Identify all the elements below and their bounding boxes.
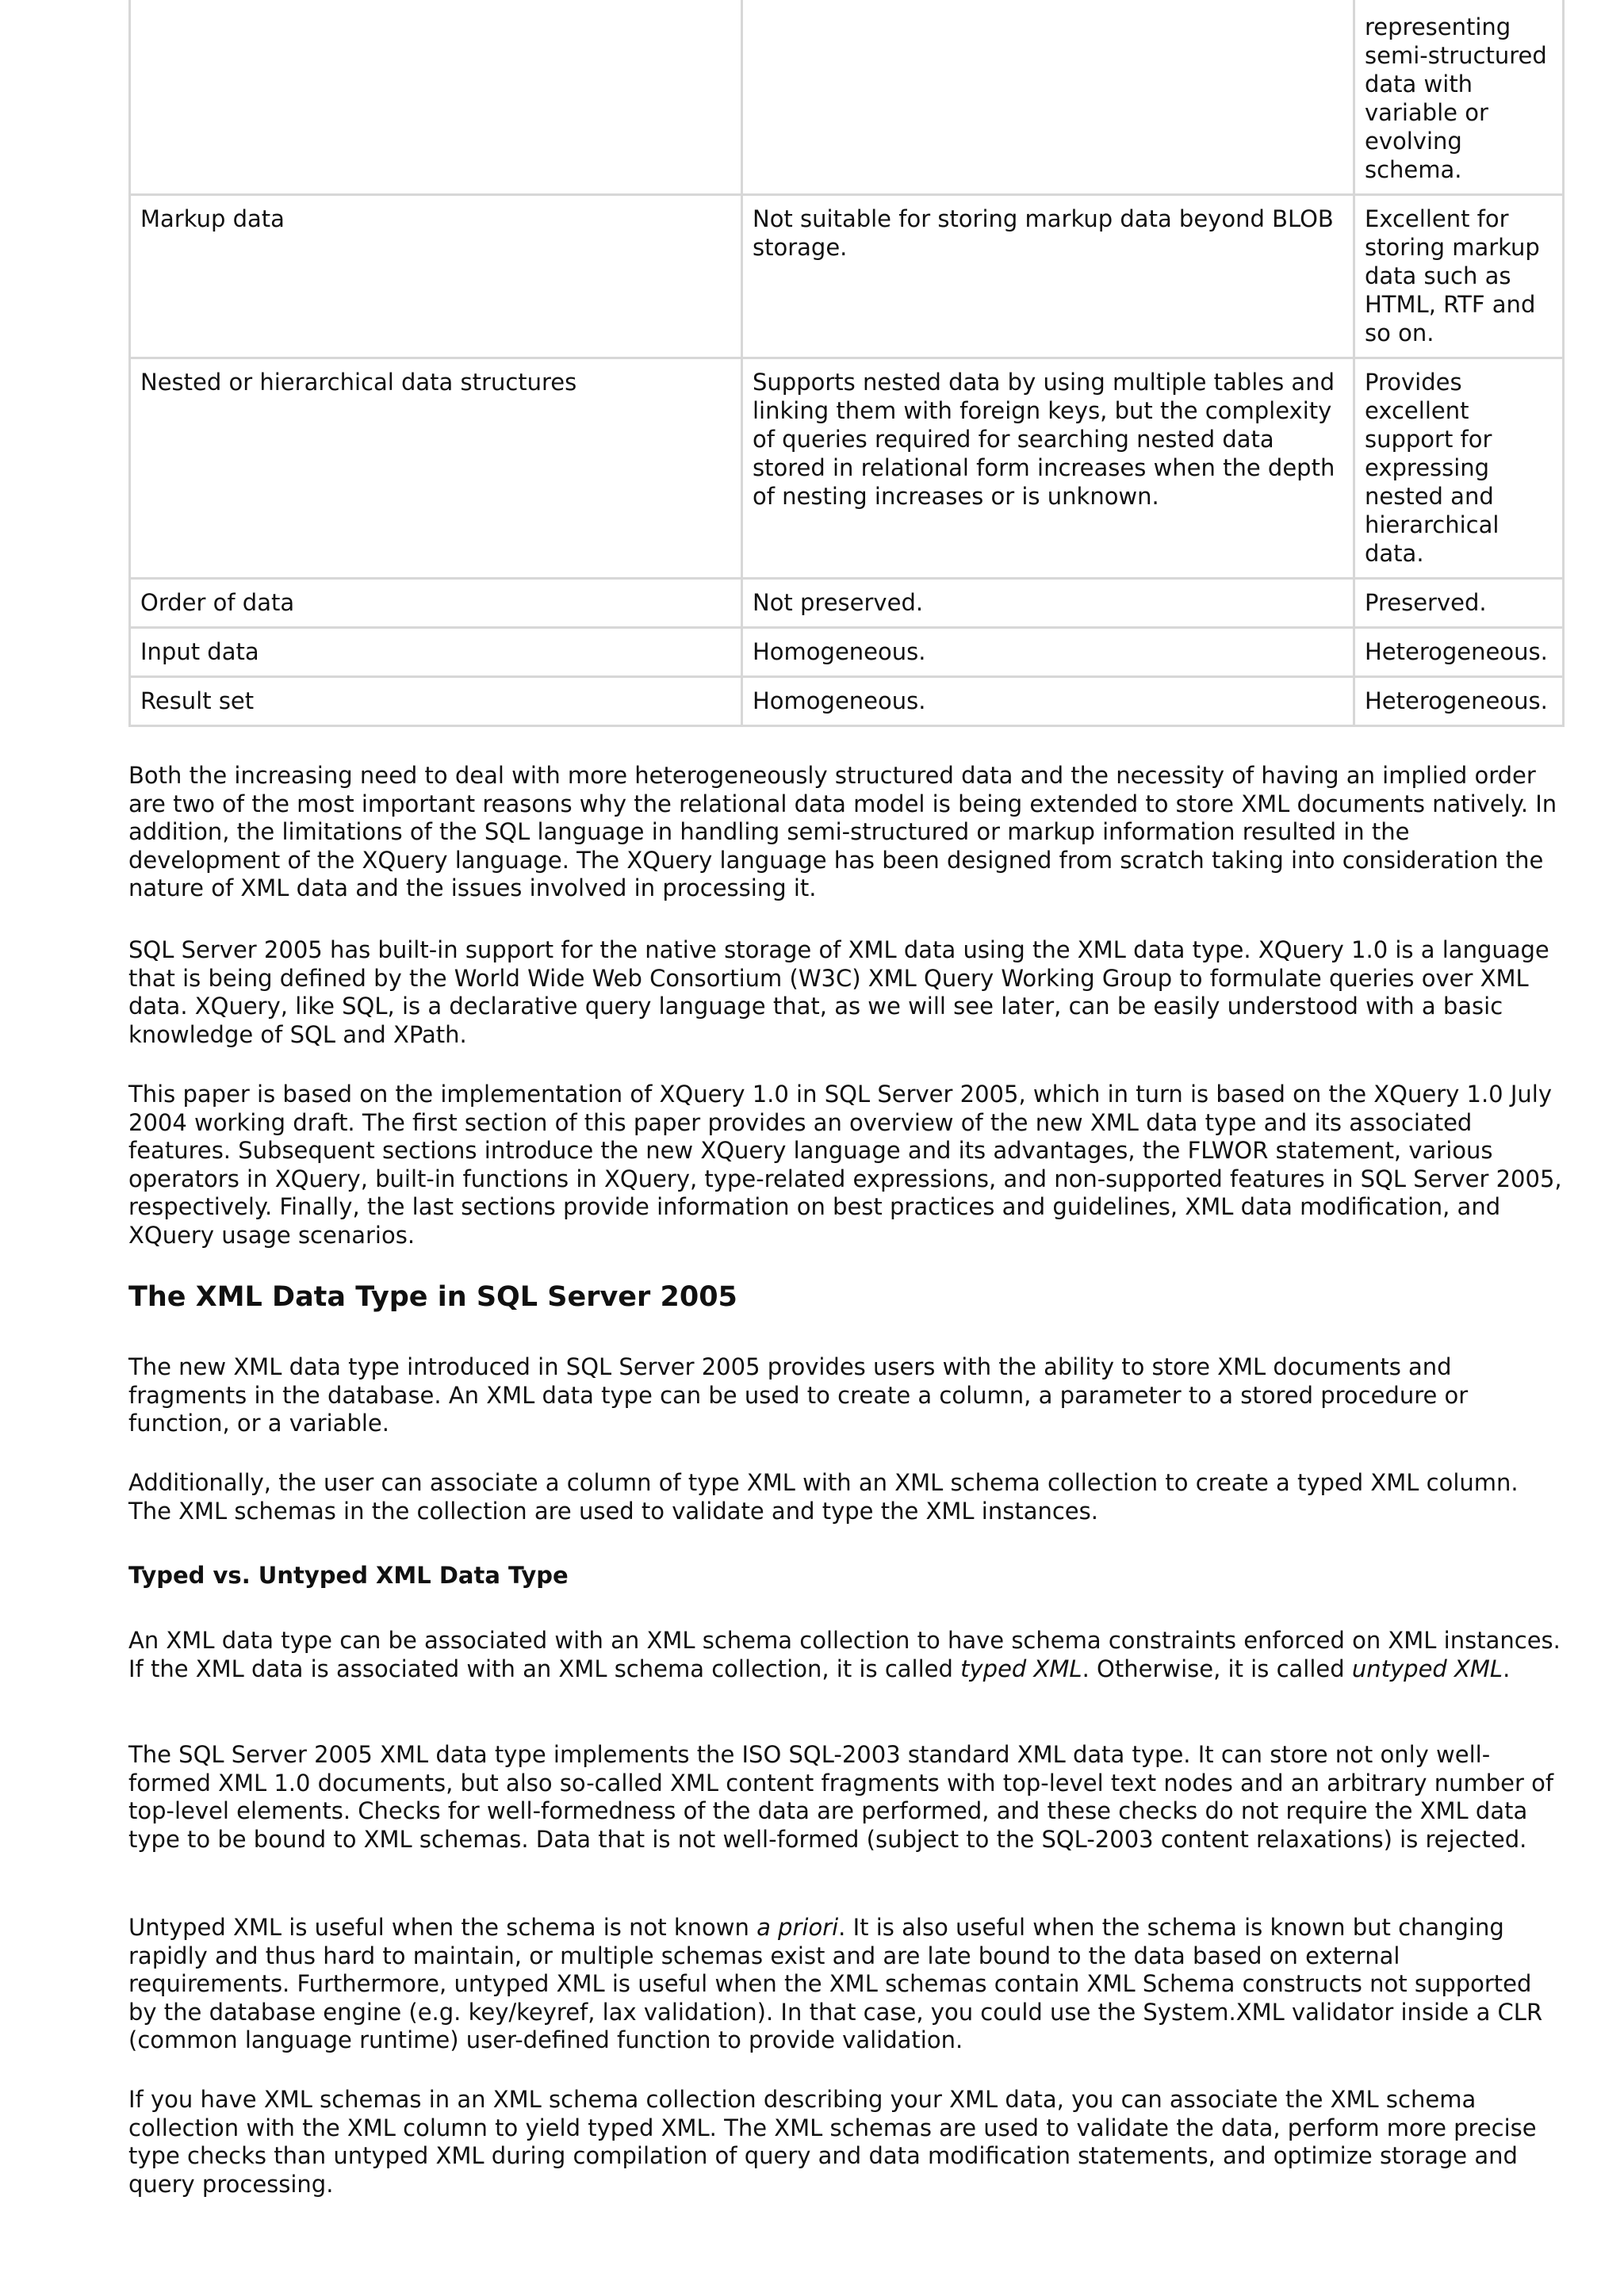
table-row	[130, 0, 1564, 195]
text-run: . Otherwise, it is called	[1082, 1655, 1352, 1682]
table-cell-relational	[742, 0, 1354, 195]
paragraph-paper-overview: This paper is based on the implementation of XQuery 1.0 in SQL Server 2005, which in turn is based on the XQuery 1.0 July 2004 working draft. The first section of this paper provides an overview of the new XML data type and its associated features. Subsequent sections introduce the new XQuery language and its advantages, the FLWOR statement, various operators in XQuery, built-in functions in XQuery, type-related expressions, and non-supported features in SQL Server 2005, respectively. Finally, the last sections provide information on best practices and guidelines, XML data modification, and XQuery usage scenarios.	[128, 1081, 1562, 1249]
paragraph-xml-data-type: The new XML data type introduced in SQL Server 2005 provides users with the ability to store XML documents and fragments in the database. An XML data type can be used to create a column, a parameter to a stored procedure or function, or a variable.	[128, 1353, 1469, 1437]
comparison-table	[128, 0, 1565, 727]
section-heading: The XML Data Type in SQL Server 2005	[128, 1281, 737, 1313]
emphasis-a-priori: a priori	[756, 1914, 839, 1941]
table-row	[130, 195, 1564, 358]
table-row	[130, 358, 1564, 579]
table-row	[130, 628, 1564, 677]
paragraph-typed-xml-schemas: If you have XML schemas in an XML schema collection describing your XML data, you can associate the XML schema collection with the XML column to yield typed XML. The XML schemas are used to validate the data, perform more precise type checks than untyped XML during compilation of query and data modification statements, and optimize storage and query processing.	[128, 2086, 1537, 2198]
table-cell-xml: representing semi-structured data with variable or evolving schema.	[1354, 0, 1564, 195]
emphasis-untyped-xml: untyped XML	[1351, 1655, 1503, 1682]
table-cell-relational: Not suitable for storing markup data beyond BLOB storage.	[742, 195, 1354, 358]
text-run: . It is also useful when the schema is known but changing rapidly and thus hard to maintain, or multiple schemas exist and are late bound to the data based on external requirements. Furthermore, untyped XML is useful when the XML schemas contain XML Schema constructs not supported by the database engine (e.g. key/keyref, lax validation). In that case, you could use the System.XML validator inside a CLR (common language runtime) user-defined function to provide validation.	[128, 1914, 1543, 2053]
document-page	[128, 0, 1562, 2198]
table-cell-xml: Preserved.	[1354, 579, 1564, 628]
table-cell-feature: Order of data	[130, 579, 742, 628]
table-cell-feature: Nested or hierarchical data structures	[130, 358, 742, 579]
paragraph-typed-column: Additionally, the user can associate a column of type XML with an XML schema collection to create a typed XML column. The XML schemas in the collection are used to validate and type the XML instances.	[128, 1469, 1519, 1525]
table-cell-feature	[130, 0, 742, 195]
paragraph-untyped-useful	[128, 1914, 1562, 2055]
table-cell-relational: Not preserved.	[742, 579, 1354, 628]
table-cell-relational: Homogeneous.	[742, 628, 1354, 677]
paragraph-heterogeneous-data: Both the increasing need to deal with more heterogeneously structured data and the necessity of having an implied order are two of the most important reasons why the relational data model is being extended to store XML documents natively. In addition, the limitations of the SQL language in handling semi-structured or markup information resulted in the development of the XQuery language. The XQuery language has been designed from scratch taking into consideration the nature of XML data and the issues involved in processing it.	[128, 762, 1557, 901]
table-cell-xml: Heterogeneous.	[1354, 677, 1564, 726]
subsection-heading: Typed vs. Untyped XML Data Type	[128, 1562, 569, 1589]
table-cell-feature: Markup data	[130, 195, 742, 358]
table-row	[130, 579, 1564, 628]
table-cell-xml: Heterogeneous.	[1354, 628, 1564, 677]
table-cell-feature: Result set	[130, 677, 742, 726]
table-cell-relational: Supports nested data by using multiple tables and linking them with foreign keys, but the complexity of queries required for searching nested data stored in relational form increases when the depth of nesting increases or is unknown.	[742, 358, 1354, 579]
table-cell-feature: Input data	[130, 628, 742, 677]
emphasis-typed-xml: typed XML	[960, 1655, 1082, 1682]
text-run: .	[1503, 1655, 1511, 1682]
paragraph-xml-support: SQL Server 2005 has built-in support for the native storage of XML data using the XML data type. XQuery 1.0 is a language that is being defined by the World Wide Web Consortium (W3C) XML Query Working Group to formulate queries over XML data. XQuery, like SQL, is a declarative query language that, as we will see later, can be easily understood with a basic knowledge of SQL and XPath.	[128, 936, 1549, 1048]
table-row	[130, 677, 1564, 726]
text-run: Untyped XML is useful when the schema is not known	[128, 1914, 757, 1941]
text-run: An XML data type can be associated with an XML schema collection to have schema constraints enforced on XML instances. If the XML data is associated with an XML schema collection, it is called	[128, 1627, 1561, 1682]
paragraph-typed-untyped	[128, 1627, 1562, 1683]
paragraph-iso-standard: The SQL Server 2005 XML data type implements the ISO SQL-2003 standard XML data type. It can store not only well-formed XML 1.0 documents, but also so-called XML content fragments with top-level text nodes and an arbitrary number of top-level elements. Checks for well-formedness of the data are performed, and these checks do not require the XML data type to be bound to XML schemas. Data that is not well-formed (subject to the SQL-2003 content relaxations) is rejected.	[128, 1741, 1554, 1853]
table-cell-xml: Excellent for storing markup data such as HTML, RTF and so on.	[1354, 195, 1564, 358]
table-cell-relational: Homogeneous.	[742, 677, 1354, 726]
table-cell-xml: Provides excellent support for expressing nested and hierarchical data.	[1354, 358, 1564, 579]
